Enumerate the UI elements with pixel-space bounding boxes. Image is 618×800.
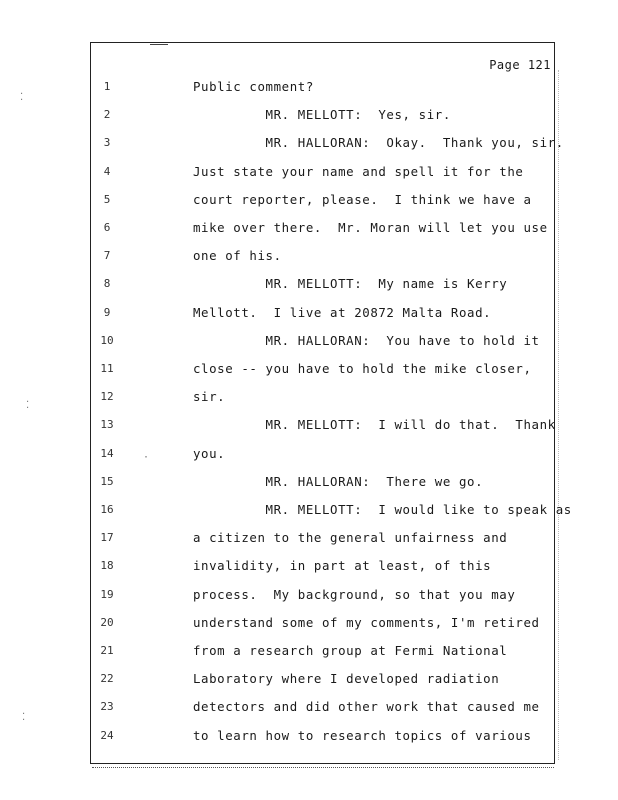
transcript-line: to learn how to research topics of various: [193, 728, 532, 743]
line-number: 13: [100, 418, 114, 431]
transcript-line: detectors and did other work that caused me: [193, 699, 540, 714]
line-number: 15: [100, 475, 114, 488]
transcript-line: court reporter, please. I think we have a: [193, 192, 532, 207]
line-number: 9: [103, 306, 111, 319]
line-number: 7: [103, 249, 111, 262]
margin-speck: ⁚: [22, 712, 26, 723]
transcript-line: from a research group at Fermi National: [193, 643, 508, 658]
line-number: 24: [100, 729, 114, 742]
line-number: 2: [103, 108, 111, 121]
transcript-line: MR. MELLOTT: My name is Kerry: [193, 276, 508, 291]
transcript-line: MR. MELLOTT: Yes, sir.: [193, 107, 451, 122]
line-number: 14: [100, 447, 114, 460]
line-number: 5: [103, 193, 111, 206]
transcript-line: Mellott. I live at 20872 Malta Road.: [193, 305, 492, 320]
line-number: 16: [100, 503, 114, 516]
transcript-line: MR. HALLORAN: There we go.: [193, 474, 484, 489]
line-number: 6: [103, 221, 111, 234]
transcript-line: understand some of my comments, I'm retired: [193, 615, 540, 630]
bottom-dotted-rule: [92, 767, 554, 768]
line-number: 10: [100, 334, 114, 347]
transcript-line: sir.: [193, 389, 226, 404]
line-number: 12: [100, 390, 114, 403]
transcript-line: MR. MELLOTT: I will do that. Thank: [193, 417, 556, 432]
line-number: 22: [100, 672, 114, 685]
top-rule-mark: [150, 44, 168, 45]
transcript-line: invalidity, in part at least, of this: [193, 558, 492, 573]
transcript-line: MR. HALLORAN: Okay. Thank you, sir.: [193, 135, 564, 150]
line-number: 3: [103, 136, 111, 149]
right-margin-dotted-line: [558, 70, 559, 760]
transcript-line: Just state your name and spell it for the: [193, 164, 524, 179]
line-number: 18: [100, 559, 114, 572]
transcript-line: a citizen to the general unfairness and: [193, 530, 508, 545]
transcript-line: Public comment?: [193, 79, 314, 94]
line-number: 1: [103, 80, 111, 93]
margin-speck: ⁚: [20, 92, 24, 103]
transcript-line: MR. HALLORAN: You have to hold it: [193, 333, 540, 348]
line-number: 4: [103, 165, 111, 178]
transcript-line: mike over there. Mr. Moran will let you use: [193, 220, 548, 235]
line-number: 20: [100, 616, 114, 629]
line-number: 21: [100, 644, 114, 657]
page-number: Page 121: [489, 58, 551, 72]
margin-speck: ·: [143, 452, 150, 463]
line-number: 19: [100, 588, 114, 601]
transcript-line: one of his.: [193, 248, 282, 263]
transcript-line: close -- you have to hold the mike closer,: [193, 361, 532, 376]
transcript-line: MR. MELLOTT: I would like to speak as: [193, 502, 572, 517]
line-number: 17: [100, 531, 114, 544]
transcript-line: process. My background, so that you may: [193, 587, 516, 602]
line-number: 11: [100, 362, 114, 375]
transcript-line: you.: [193, 446, 226, 461]
transcript-line: Laboratory where I developed radiation: [193, 671, 500, 686]
line-number: 8: [103, 277, 111, 290]
line-number: 23: [100, 700, 114, 713]
margin-speck: ⁚: [26, 400, 30, 411]
